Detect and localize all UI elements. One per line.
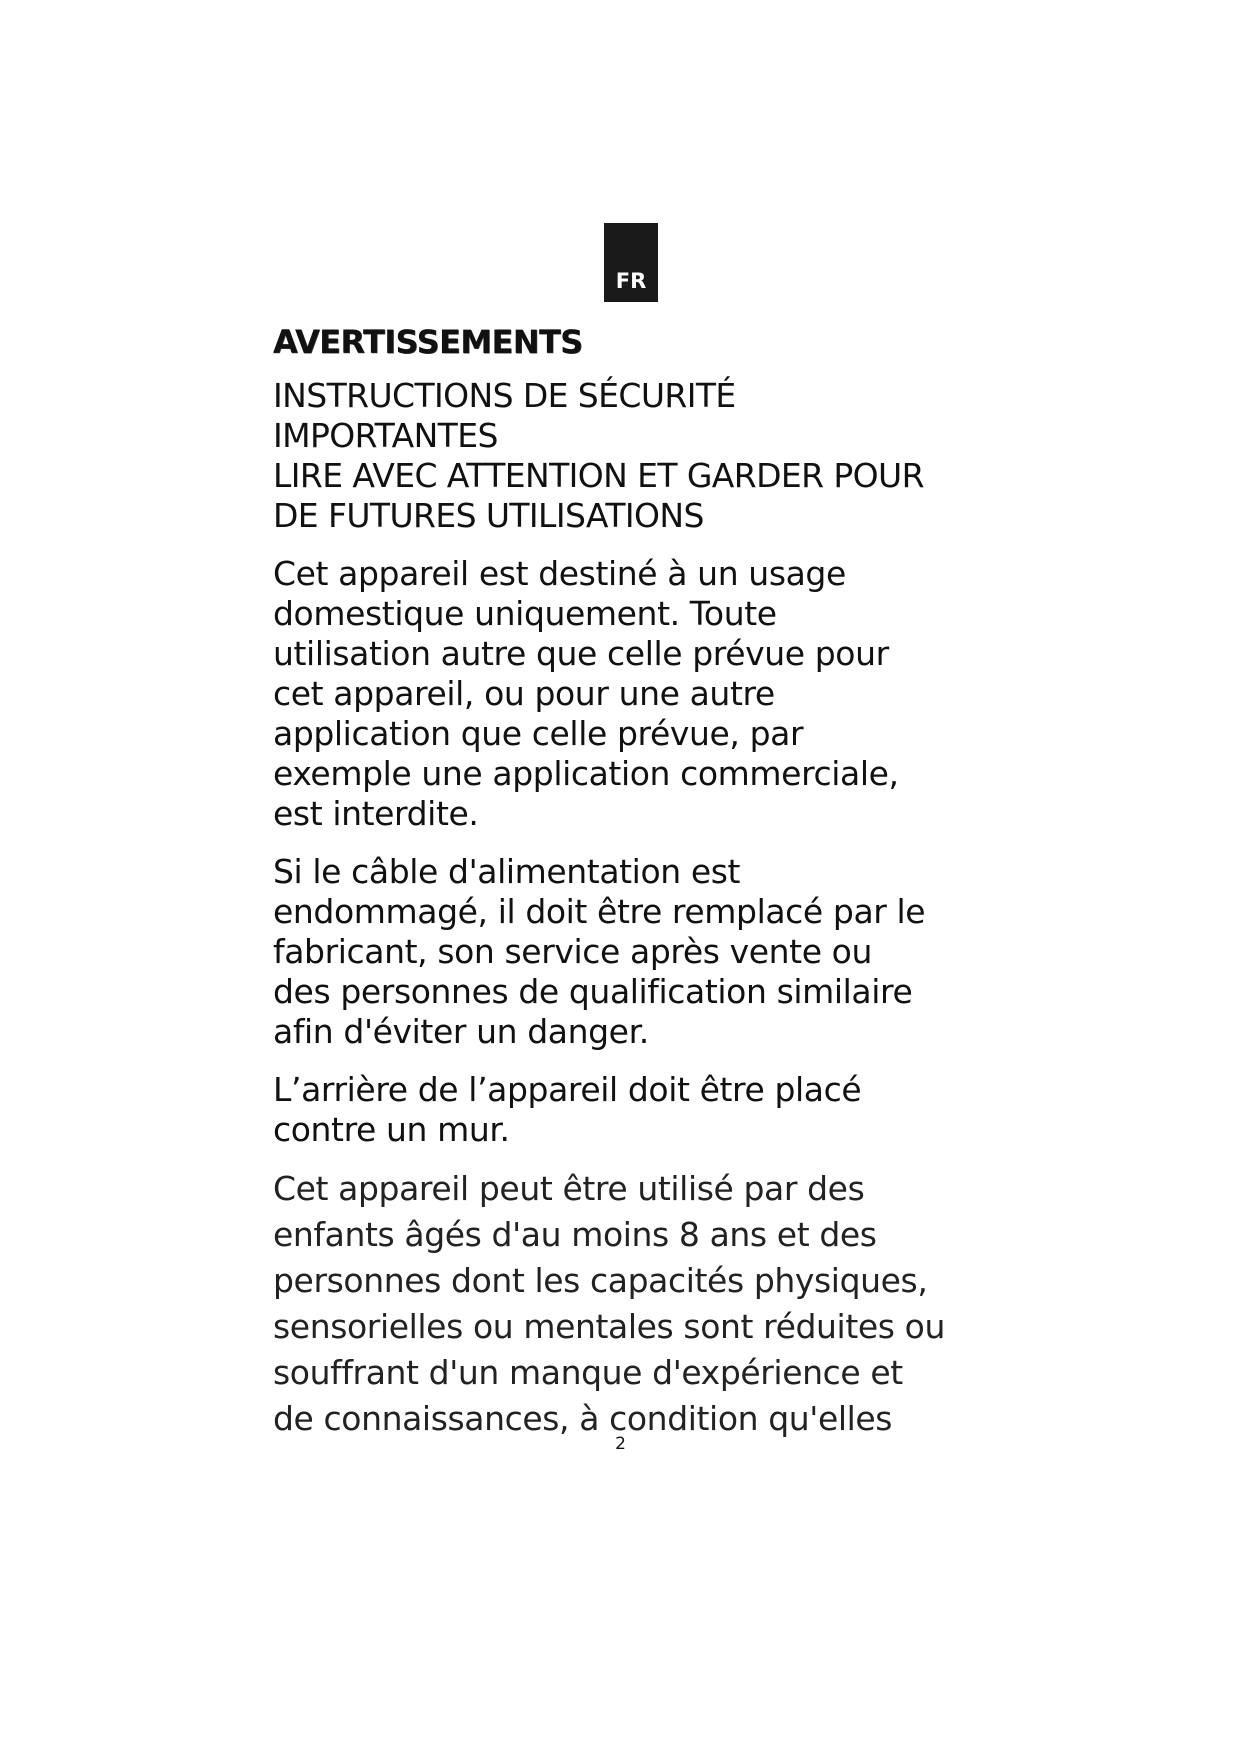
paragraph-line: Cet appareil est destiné à un usage [273,554,846,593]
paragraph-line: enfants âgés d'au moins 8 ans et des [273,1215,877,1254]
paragraph-line: utilisation autre que celle prévue pour [273,634,889,673]
paragraph-line: personnes dont les capacités physiques, [273,1261,928,1300]
paragraph-line: fabricant, son service après vente ou [273,932,872,971]
paragraph-line: application que celle prévue, par [273,714,804,753]
paragraph-line: souffrant d'un manque d'expérience et [273,1353,903,1392]
safety-instructions-heading [273,376,1013,536]
paragraph-line: cet appareil, ou pour une autre [273,674,775,713]
warnings-section [273,322,1013,1460]
paragraph-line: L’arrière de l’appareil doit être placé [273,1070,862,1109]
paragraph-wall-placement [273,1070,1013,1150]
paragraph-line: domestique uniquement. Toute [273,594,777,633]
paragraph-line: des personnes de qualification similaire [273,972,913,1011]
language-badge-label: FR [615,269,647,293]
paragraph-line: Cet appareil peut être utilisé par des [273,1169,865,1208]
language-badge [604,223,658,302]
subheading-line: IMPORTANTES [273,416,498,455]
paragraph-line: exemple une application commerciale, [273,754,899,793]
subheading-line: INSTRUCTIONS DE SÉCURITÉ [273,376,736,415]
paragraph-line: endommagé, il doit être remplacé par le [273,892,926,931]
subheading-line: LIRE AVEC ATTENTION ET GARDER POUR [273,456,924,495]
paragraph-children-use [273,1166,1013,1442]
paragraph-domestic-use [273,554,1013,834]
paragraph-line: contre un mur. [273,1110,510,1149]
page-title: AVERTISSEMENTS [273,323,583,361]
paragraph-line: sensorielles ou mentales sont réduites ou [273,1307,945,1346]
paragraph-line: est interdite. [273,794,479,833]
paragraph-line: Si le câble d'alimentation est [273,852,741,891]
paragraph-line: de connaissances, à condition qu'elles [273,1399,893,1438]
paragraph-power-cable [273,852,1013,1052]
page-number: 2 [615,1434,626,1454]
paragraph-line: afin d'éviter un danger. [273,1012,649,1051]
subheading-line: DE FUTURES UTILISATIONS [273,496,704,535]
